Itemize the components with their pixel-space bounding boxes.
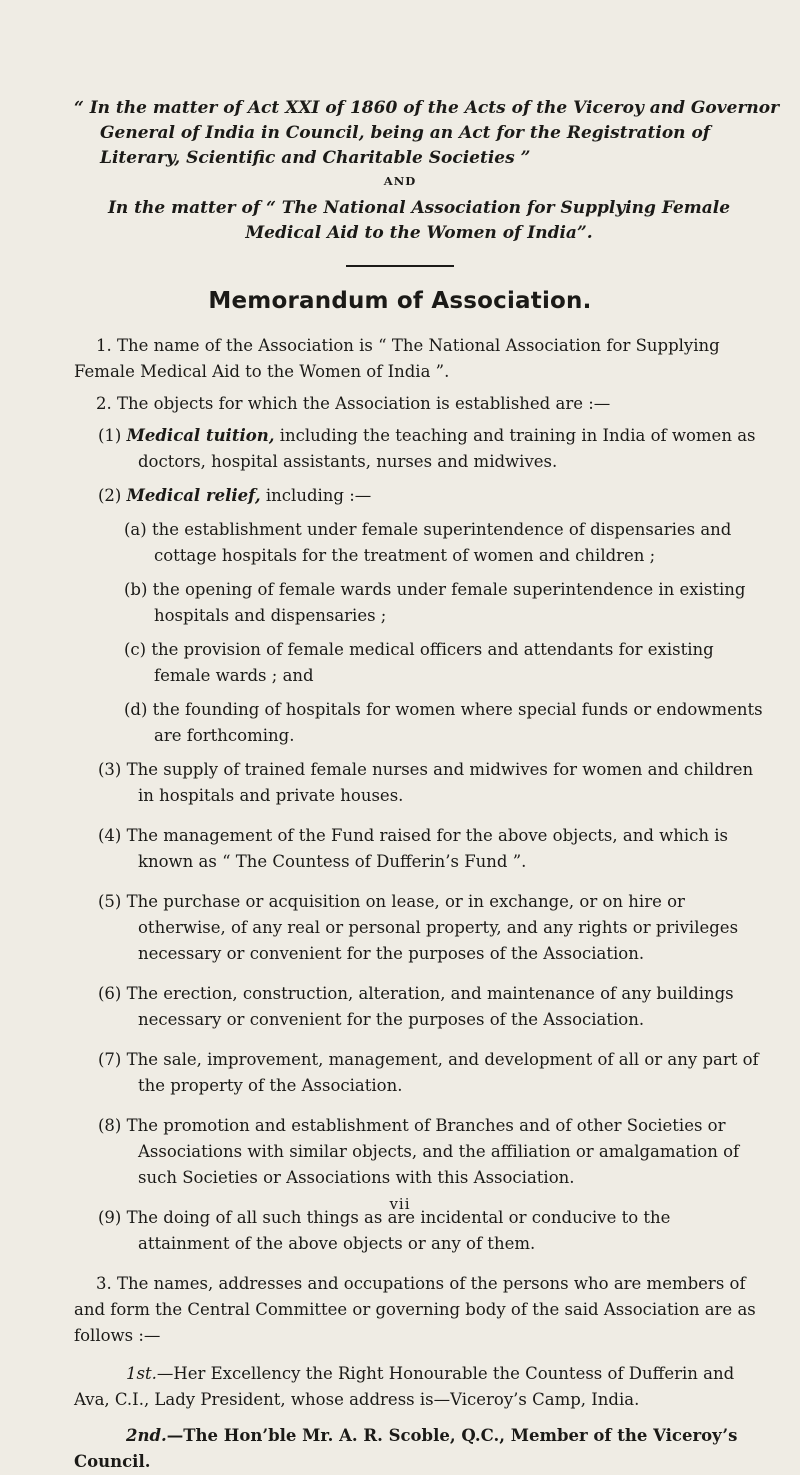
object-2-text: including :— — [260, 486, 372, 505]
caption-act-reference: “ In the matter of Act XXI of 1860 of the Acts of the Viceroy and Governor General of India in Council, being an Act for the Registration of Literary, Scientific and Charitable Societies ” — [74, 98, 780, 168]
object-1-number: (1) — [98, 426, 122, 445]
object-2-label: Medical relief, — [126, 486, 261, 505]
title-rule — [346, 265, 454, 267]
object-1-label: Medical tuition, — [126, 426, 275, 445]
member-2-label: 2nd. — [126, 1426, 167, 1445]
clause-1: 1. The name of the Association is “ The National Association for Supplying Female Medical Aid to the Women of India ”. — [74, 336, 720, 381]
object-2-d: (d) the founding of hospitals for women where special funds or endowments are forthcoming. — [124, 700, 763, 745]
clause-3: 3. The names, addresses and occupations of the persons who are members of and form the Central Committee or governing body of the said Association are as follows :— — [74, 1274, 756, 1345]
object-7: (7) The sale, improvement, management, and development of all or any part of the property of the Association. — [98, 1050, 759, 1095]
object-1 — [74, 423, 764, 475]
object-5: (5) The purchase or acquisition on lease, or in exchange, or on hire or otherwise, of any real or personal property, and any rights or privileges necessary or convenient for the purposes of the Association. — [98, 892, 739, 963]
object-9: (9) The doing of all such things as are incidental or conducive to the attainment of the above objects or any of them. — [98, 1208, 671, 1253]
member-1 — [74, 1361, 764, 1413]
object-2-b: (b) the opening of female wards under female superintendence in existing hospitals and dispensaries ; — [124, 580, 746, 625]
object-2-number: (2) — [98, 486, 122, 505]
object-2 — [74, 483, 764, 509]
object-1-text: including the teaching and training in India of women as doctors, hospital assistants, nurses and midwives. — [138, 426, 756, 471]
caption-association-reference: In the matter of “ The National Association for Supplying Female Medical Aid to the Women of India”. — [107, 198, 731, 243]
object-8: (8) The promotion and establishment of Branches and of other Societies or Associations with similar objects, and the affiliation or amalgamation of such Societies or Associations with this Association. — [98, 1116, 740, 1187]
member-1-label: 1st. — [126, 1364, 157, 1383]
object-3: (3) The supply of trained female nurses and midwives for women and children in hospitals and private houses. — [98, 760, 754, 805]
clause-2: 2. The objects for which the Association is established are :— — [96, 394, 611, 413]
page-number: vii — [389, 1195, 411, 1213]
object-4: (4) The management of the Fund raised for the above objects, and which is known as “ The Countess of Dufferin’s Fund ”. — [98, 826, 729, 871]
page-title: Memorandum of Association. — [208, 288, 592, 314]
member-2 — [74, 1423, 764, 1475]
memorandum-body — [74, 333, 764, 1475]
member-1-text: —Her Excellency the Right Honourable the Countess of Dufferin and Ava, C.I., Lady President, whose address is—Viceroy’s Camp, India. — [74, 1364, 735, 1409]
object-2-a: (a) the establishment under female superintendence of dispensaries and cottage hospitals for the treatment of women and children ; — [124, 520, 732, 565]
and-separator: AND — [383, 174, 417, 188]
member-2-text: —The Hon’ble Mr. A. R. Scoble, Q.C., Member of the Viceroy’s Council. — [74, 1426, 738, 1471]
object-2-c: (c) the provision of female medical officers and attendants for existing female wards ; and — [124, 640, 714, 685]
object-6: (6) The erection, construction, alteration, and maintenance of any buildings necessary or convenient for the purposes of the Association. — [98, 984, 734, 1029]
